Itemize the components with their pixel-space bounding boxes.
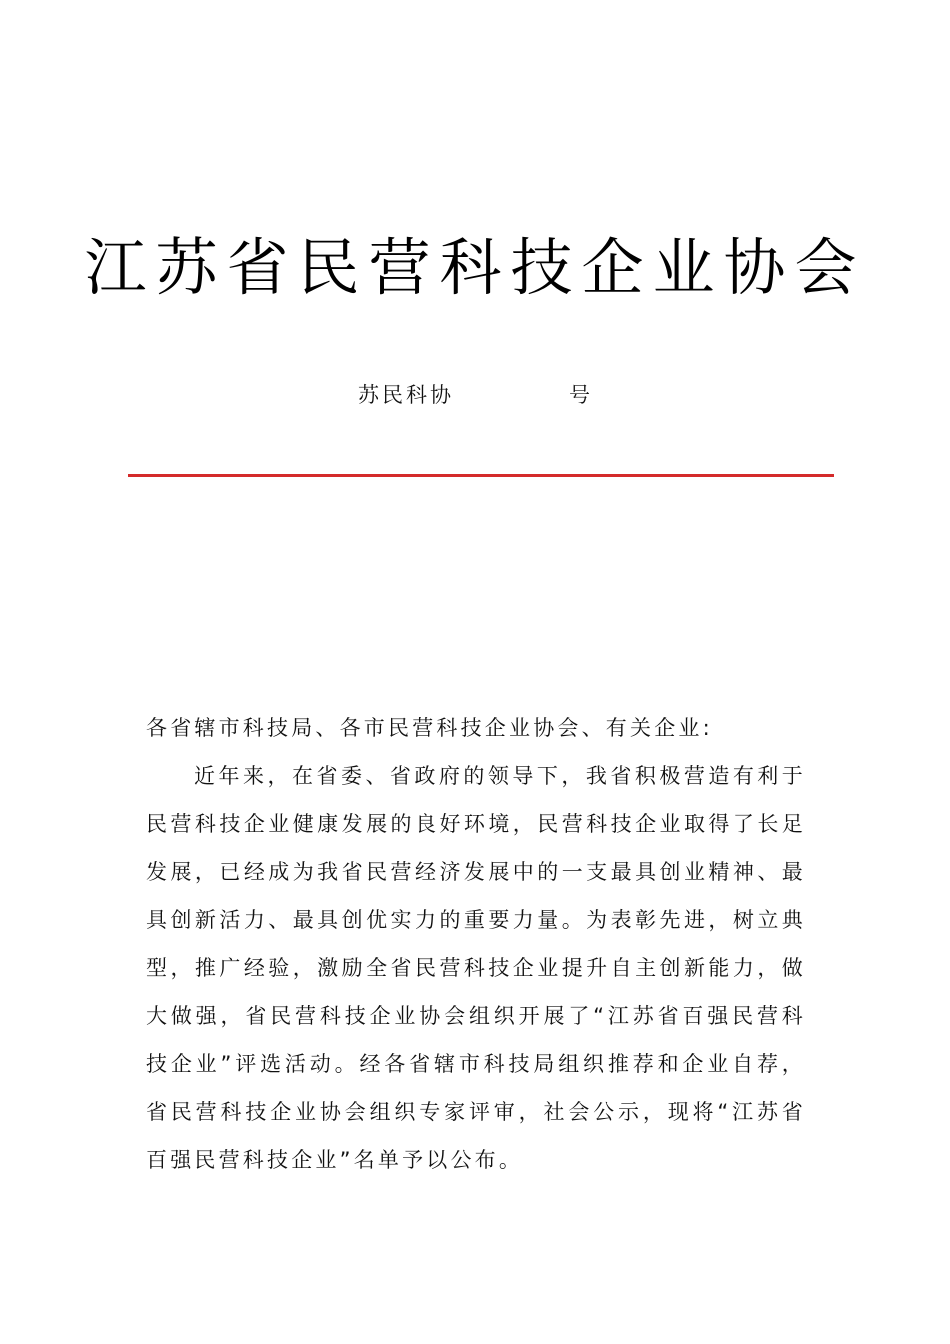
salutation: 各省辖市科技局、各市民营科技企业协会、有关企业: xyxy=(146,716,713,740)
organization-title: 江苏省民营科技企业协会 xyxy=(84,231,866,304)
body-paragraph: 近年来，在省委、省政府的领导下，我省积极营造有利于民营科技企业健康发展的良好环境，民营科技企业取得了长足发展，已经成为我省民营经济发展中的一支最具创业精神、最具创新活力、最具创优实力的重要力量。为表彰先进，树立典型，推广经验，激励全省民营科技企业提升自主创新能力，做大做强，省民营科技企业协会组织开展了“江苏省百强民营科技企业”评选活动。经各省辖市科技局组织推荐和企业自荐，省民营科技企业协会组织专家评审，社会公示，现将“江苏省百强民营科技企业”名单予以公布。 xyxy=(146,764,806,1172)
document-number-prefix: 苏民科协 xyxy=(358,383,454,407)
red-divider-line xyxy=(128,474,834,477)
document-body xyxy=(146,704,806,1184)
document-number-suffix: 号 xyxy=(569,383,593,407)
